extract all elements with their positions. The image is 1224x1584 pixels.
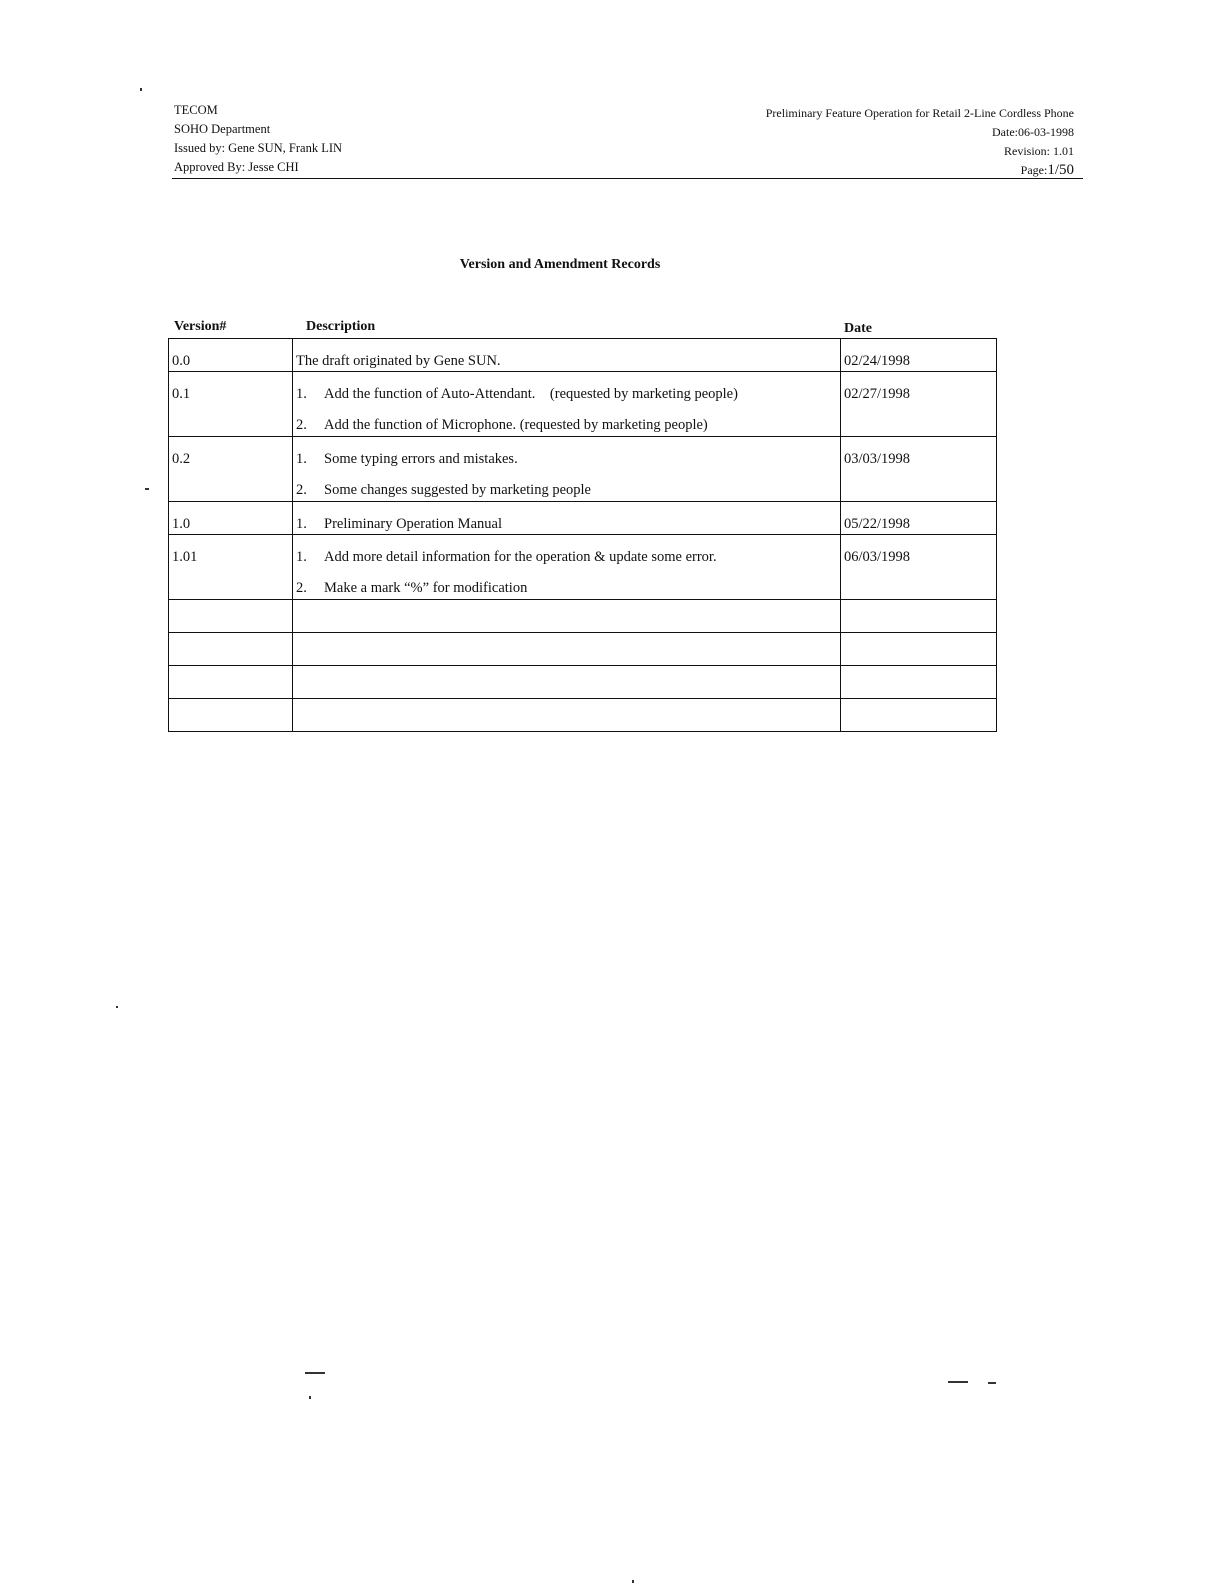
version-value: 0.2 [172,451,191,467]
version-cell [169,535,293,600]
item-number: 2. [296,417,307,433]
version-value: 1.0 [172,516,191,532]
description-cell [293,437,841,502]
description-item [293,514,837,534]
date-cell [841,535,997,600]
description-item [293,480,837,500]
table-row [169,339,997,372]
table-row [169,372,997,437]
header-left [174,101,342,177]
description-text: The draft originated by Gene SUN. [296,353,501,369]
item-number: 1. [296,516,307,532]
version-cell [169,372,293,437]
item-number: 1. [296,451,307,467]
column-header-date: Date [844,321,872,336]
description-cell [293,535,841,600]
empty-cell [169,666,293,699]
empty-cell [841,699,997,732]
scan-speck [116,1006,118,1008]
empty-cell [169,699,293,732]
scan-speck [309,1396,311,1399]
item-number: 1. [296,386,307,402]
version-cell [169,437,293,502]
empty-table-row [169,633,997,666]
description-cell [293,339,841,372]
table-row [169,437,997,502]
empty-cell [293,699,841,732]
version-cell [169,502,293,535]
empty-cell [169,633,293,666]
table-row [169,502,997,535]
empty-cell [169,600,293,633]
empty-cell [841,600,997,633]
empty-cell [293,666,841,699]
table-row [169,535,997,600]
empty-cell [293,633,841,666]
date-cell [841,437,997,502]
scan-speck [632,1580,634,1583]
description-item [293,415,837,435]
item-text: Add the function of Auto-Attendant. (requested by marketing people) [324,386,738,402]
item-text: Add the function of Microphone. (requested by marketing people) [324,417,708,433]
item-text: Some typing errors and mistakes. [324,451,518,467]
header-divider [172,178,1083,179]
item-number: 2. [296,580,307,596]
item-text: Make a mark “%” for modification [324,580,528,596]
date-value: 05/22/1998 [844,516,911,532]
date-cell [841,372,997,437]
version-value: 1.01 [172,549,198,565]
item-number: 2. [296,482,307,498]
document-revision: Revision: 1.01 [1003,144,1074,158]
page-value: 1/50 [1047,162,1074,178]
item-number: 1. [296,549,307,565]
description-item [293,449,837,469]
approved-by: Approved By: Jesse CHI [174,160,299,174]
description-cell [293,372,841,437]
description-item [293,547,837,567]
date-value: 03/03/1998 [844,451,911,467]
version-value: 0.0 [172,353,191,369]
item-text: Add more detail information for the operation & update some error. [324,549,717,565]
scan-speck [988,1382,996,1384]
amendment-records-table [168,338,997,732]
document-date: Date:06-03-1998 [992,125,1074,139]
empty-table-row [169,600,997,633]
header-right [654,104,1074,180]
scan-speck [145,488,149,490]
description-cell [293,502,841,535]
empty-cell [841,633,997,666]
description-item [293,384,837,404]
item-text: Preliminary Operation Manual [324,516,502,532]
scan-speck [140,88,142,91]
date-value: 02/24/1998 [844,353,911,369]
empty-table-row [169,699,997,732]
column-header-description: Description [306,319,376,334]
description-item [293,578,837,598]
item-text: Some changes suggested by marketing people [324,482,591,498]
scan-speck [948,1381,968,1383]
date-cell [841,339,997,372]
empty-table-row [169,666,997,699]
date-cell [841,502,997,535]
version-value: 0.1 [172,386,191,402]
scan-speck [305,1372,325,1374]
version-cell [169,339,293,372]
date-value: 02/27/1998 [844,386,911,402]
page-label: Page: [1020,163,1048,177]
empty-cell [293,600,841,633]
date-value: 06/03/1998 [844,549,911,565]
column-header-version: Version# [174,319,227,334]
issued-by: Issued by: Gene SUN, Frank LIN [174,141,343,155]
department-name: SOHO Department [174,122,271,136]
page-title: Version and Amendment Records [459,257,661,272]
empty-cell [841,666,997,699]
document-subject: Preliminary Feature Operation for Retail 2-Line Cordless Phone [765,106,1074,120]
company-name: TECOM [174,103,218,117]
